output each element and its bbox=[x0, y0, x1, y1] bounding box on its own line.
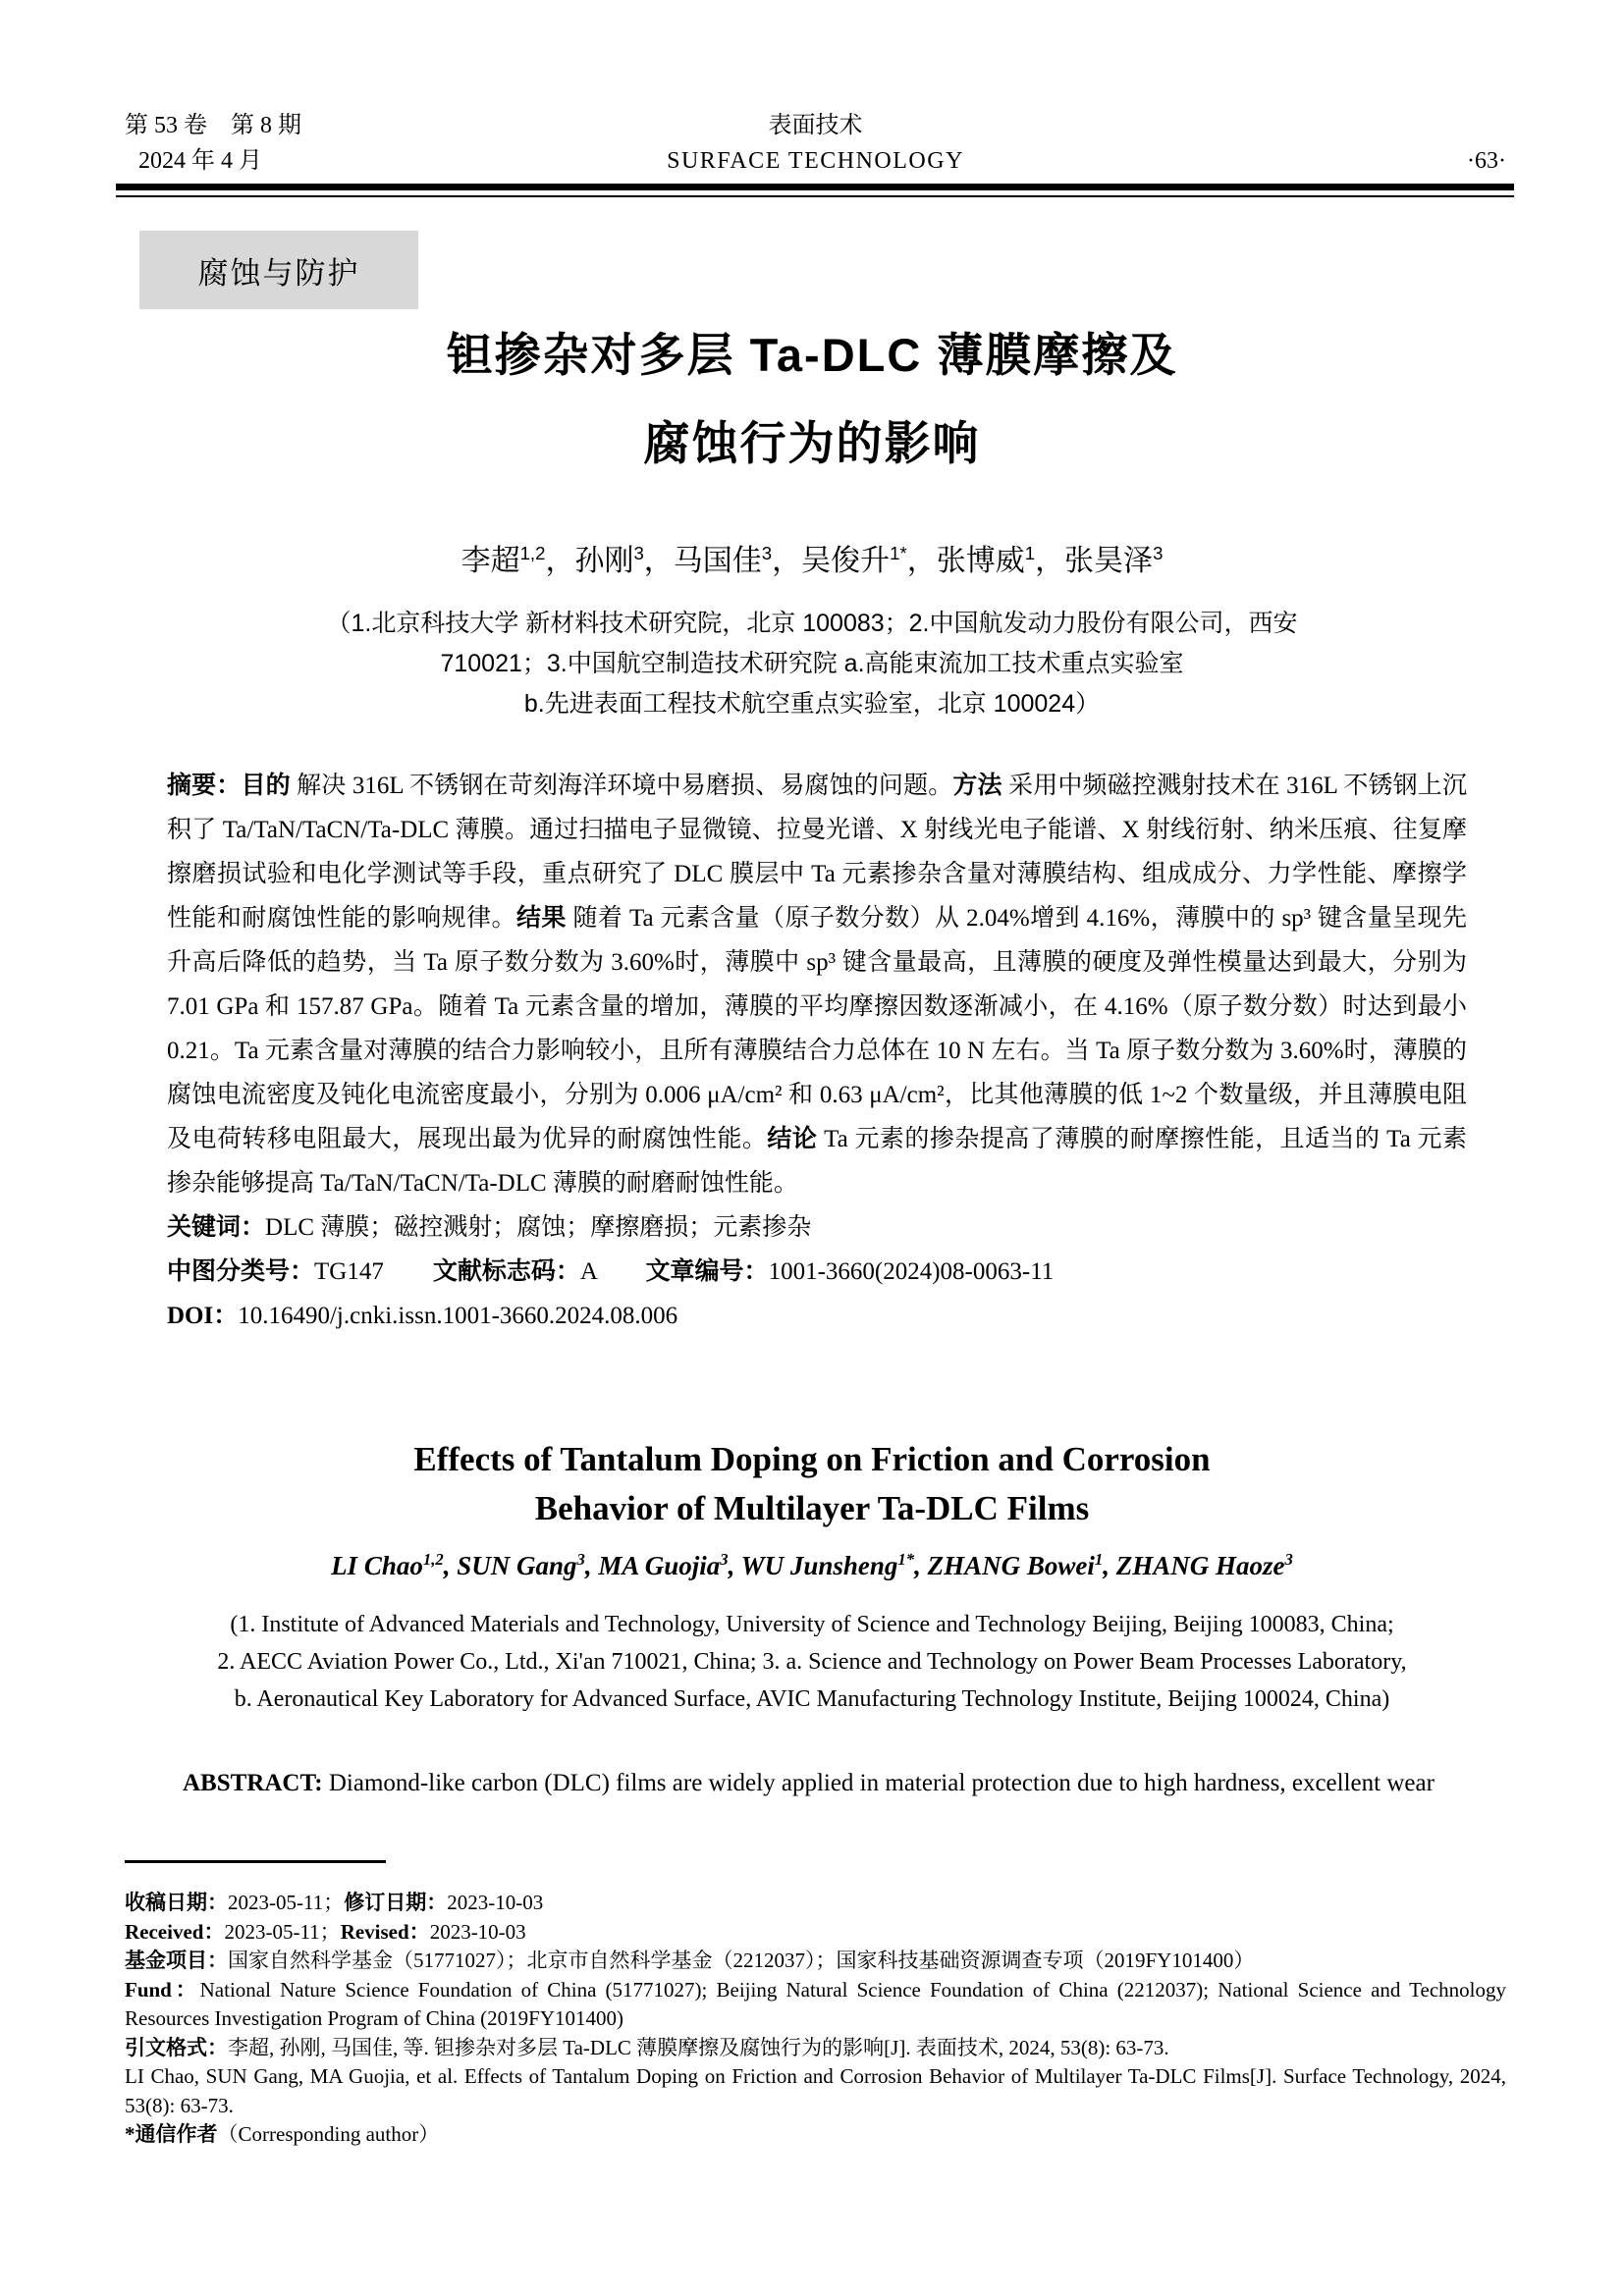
volume-issue: 第 53 卷 第 8 期 bbox=[125, 113, 301, 138]
paper-title-cn-line2: 腐蚀行为的影响 bbox=[643, 417, 981, 469]
affiliation-cn-line1: （1.北京科技大学 新材料技术研究院，北京 100083；2.中国航发动力股份有限公司，西安 bbox=[326, 610, 1298, 637]
affiliation-cn-line3: b.先进表面工程技术航空重点实验室，北京 100024） bbox=[523, 690, 1101, 718]
page-number: ·63· bbox=[1467, 148, 1506, 174]
classification-line: 中图分类号：TG147 文献标志码：A 文章编号：1001-3660(2024)08-0063-11 bbox=[167, 1258, 1055, 1285]
paper-title-en bbox=[0, 1435, 1624, 1533]
footnote-fund-cn: 基金项目：国家自然科学基金（51771027）；北京市自然科学基金（2212037）；国家科技基础资源调查专项（2019FY101400） bbox=[125, 1949, 1255, 1972]
header-rule-thick bbox=[116, 184, 1514, 190]
paper-title-cn bbox=[0, 311, 1624, 488]
abstract-en: ABSTRACT: Diamond-like carbon (DLC) films are widely applied in material protection due to high hardness, excellent wear bbox=[183, 1770, 1435, 1796]
header-rule-thin bbox=[116, 195, 1514, 197]
authors-en: LI Chao$^{1,2}$, SUN Gang$^3$, MA Guojia$^3$, WU Junsheng$^{1*}$, ZHANG Bowei$^1$, ZHANG Haoze$^3$ bbox=[331, 1550, 1293, 1580]
authors-cn: 李超$^{1,2}$，孙刚$^3$，马国佳$^3$，吴俊升$^{1*}$，张博威$^1$，张昊泽$^3$ bbox=[460, 543, 1164, 577]
footnote-received-en: Received：2023-05-11；Revised：2023-10-03 bbox=[125, 1919, 526, 1944]
footnote-citation-en: LI Chao, SUN Gang, MA Guojia, et al. Effects of Tantalum Doping on Friction and Corrosion Behavior of Multilayer Ta-DLC Films[J]. Surface Technology, 2024, 53(8): 63-73. bbox=[125, 2064, 1506, 2117]
affiliation-en-line1: (1. Institute of Advanced Materials and Technology, University of Science and Technology Beijing, Beijing 100083, China; bbox=[230, 1612, 1394, 1637]
doi-line: DOI：10.16490/j.cnki.issn.1001-3660.2024.08.006 bbox=[167, 1303, 678, 1329]
paper-title-cn-line1: 钽掺杂对多层 Ta-DLC 薄膜摩擦及 bbox=[446, 329, 1178, 381]
journal-title-cn: 表面技术 bbox=[768, 113, 863, 138]
footnote-corresponding-author: *通信作者（Corresponding author） bbox=[125, 2122, 440, 2146]
footnote-block bbox=[125, 1889, 1506, 2150]
affiliations-cn bbox=[0, 604, 1624, 724]
running-head-center bbox=[125, 108, 1506, 179]
affiliation-cn-line2: 710021；3.中国航空制造技术研究院 a.高能束流加工技术重点实验室 bbox=[440, 650, 1184, 677]
footnote-fund-en: Fund：National Nature Science Foundation of China (51771027); Beijing Natural Science Foundation of China (2212037); National Science and Technology Resources Investigation Program of China (2019FY101400) bbox=[125, 1977, 1506, 2030]
paper-title-en-line2: Behavior of Multilayer Ta-DLC Films bbox=[534, 1489, 1090, 1527]
footnote-citation-cn: 引文格式：李超, 孙刚, 马国佳, 等. 钽掺杂对多层 Ta-DLC 薄膜摩擦及腐蚀行为的影响[J]. 表面技术, 2024, 53(8): 63-73. bbox=[125, 2035, 1169, 2059]
category-label: 腐蚀与防护 bbox=[197, 255, 360, 291]
paper-title-en-line1: Effects of Tantalum Doping on Friction and Corrosion bbox=[413, 1440, 1211, 1478]
abstract-block-cn bbox=[167, 764, 1467, 1338]
journal-title-en: SURFACE TECHNOLOGY bbox=[667, 148, 964, 174]
keywords-line: 关键词：DLC 薄膜；磁控溅射；腐蚀；摩擦磨损；元素掺杂 bbox=[167, 1214, 812, 1241]
issue-date: 2024 年 4 月 bbox=[138, 148, 262, 174]
category-badge bbox=[139, 231, 418, 309]
footnote-rule bbox=[125, 1860, 386, 1863]
affiliation-en-line2: 2. AECC Aviation Power Co., Ltd., Xi'an 710021, China; 3. a. Science and Technology on Power Beam Processes Laboratory, bbox=[217, 1649, 1407, 1675]
affiliations-en bbox=[0, 1606, 1624, 1718]
affiliation-en-line3: b. Aeronautical Key Laboratory for Advanced Surface, AVIC Manufacturing Technology Institute, Beijing 100024, China) bbox=[234, 1686, 1390, 1712]
abstract-cn: 摘要：目的 解决 316L 不锈钢在苛刻海洋环境中易磨损、易腐蚀的问题。方法 采用中频磁控溅射技术在 316L 不锈钢上沉积了 Ta/TaN/TaCN/Ta-DLC 薄膜。通过扫描电子显微镜、拉曼光谱、X 射线光电子能谱、X 射线衍射、纳米压痕、往复摩擦磨损试验和电化学测试等手段，重点研究了 DLC 膜层中 Ta 元素掺杂含量对薄膜结构、组成成分、力学性能、摩擦学性能和耐腐蚀性能的影响规律。结果 随着 Ta 元素含量（原子数分数）从 2.04%增到 4.16%，薄膜中的 sp³ 键含量呈现先升高后降低的趋势，当 Ta 原子数分数为 3.60%时，薄膜中 sp³ 键含量最高，且薄膜的硬度及弹性模量达到最大，分别为 7.01 GPa 和 157.87 GPa。随着 Ta 元素含量的增加，薄膜的平均摩擦因数逐渐减小，在 4.16%（原子数分数）时达到最小 0.21。Ta 元素含量对薄膜的结合力影响较小，且所有薄膜结合力总体在 10 N 左右。当 Ta 原子数分数为 3.60%时，薄膜的腐蚀电流密度及钝化电流密度最小，分别为 0.006 μA/cm² 和 0.63 μA/cm²，比其他薄膜的低 1~2 个数量级，并且薄膜电阻及电荷转移电阻最大，展现出最为优异的耐腐蚀性能。结论 Ta 元素的掺杂提高了薄膜的耐摩擦性能，且适当的 Ta 元素掺杂能够提高 Ta/TaN/TaCN/Ta-DLC 薄膜的耐磨耐蚀性能。 bbox=[167, 773, 1467, 1197]
footnote-received-cn: 收稿日期：2023-05-11；修订日期：2023-10-03 bbox=[125, 1891, 544, 1914]
